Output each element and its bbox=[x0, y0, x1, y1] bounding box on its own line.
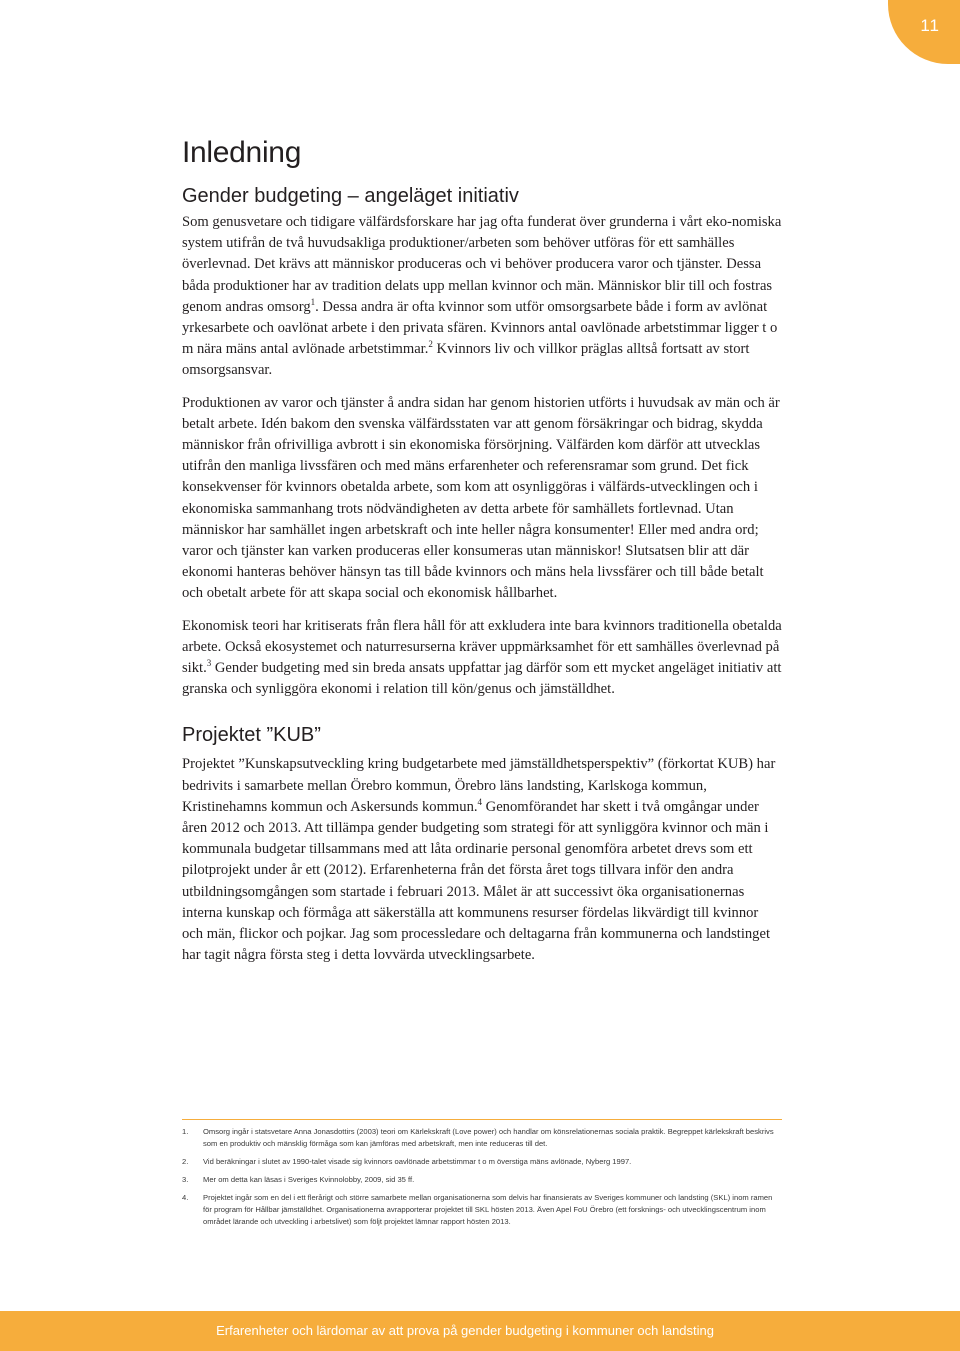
footnote-divider bbox=[182, 1119, 782, 1120]
footnote-item bbox=[182, 1126, 782, 1150]
footnote-item bbox=[182, 1156, 782, 1168]
footnote-text: Omsorg ingår i statsvetare Anna Jonasdottirs (2003) teori om Kärlekskraft (Love power) och handlar om könsrelationernas sociala praktik. Begreppet kärlekskraft beskrivs som en produktiv och mänsklig förmåga som kan jämföras med arbetskraft, men inte reduceras till det. bbox=[203, 1127, 774, 1148]
paragraph-2: Produktionen av varor och tjänster å andra sidan har genom historien utförts i huvudsak av män och är betalt arbete. Idén bakom den svenska välfärdsstaten var att genom försäkringar och bidrag, skydda människor från ofrivilliga avbrott i sin ekonomiska försörjning. Välfärden kom därför att utvecklas utifrån den manliga livssfären och med mäns erfarenheter och referensramar som grund. Det fick konsekvenser för kvinnors obetalda arbete, som kom att osynliggöras i välfärds-utvecklingen och i ekonomiska sammanhang trots nödvändigheten av detta arbete för samhällets fortlevnad. Utan människor har samhället ingen arbetskraft och inte heller några konsumenter! Eller med andra ord; varor och tjänster kan varken produceras eller konsumeras utan människor! Slutsatsen blir att där ekonomi hanteras behöver hänsyn tas till både kvinnors och mäns hela livssfärer och till både betalt och obetalt arbete för att skapa social och ekonomisk hållbarhet. bbox=[182, 394, 780, 602]
paragraph-4: Projektet ”Kunskapsutveckling kring budgetarbete med jämställdhetsperspektiv” (förkortat KUB) har bedrivits i samarbete mellan Örebro kommun, Örebro läns landsting, Karlskoga kommun, Kristinehamns kommun och Askersunds kommun.$^4$ Genomförandet har skett i två omgångar under åren 2012 och 2013. Att tillämpa gender budgeting som strategi för att synliggöra kvinnor och män i kommunala budgetar tillsammans med att låta ordinarie personal genomföra arbetet drevs som ett pilotprojekt under år ett (2012). Erfarenheterna från det första året togs tillvara inför den andra utbildningsomgången som startade i februari 2013. Målet är att successivt öka organisationernas interna kunskap och förmåga att säkerställa att kommunens resurser fördelas likvärdigt till kvinnor och män, flickor och pojkar. Jag som processledare och deltagarna från kommunerna och landstinget har tagit några första steg i detta lovvärda utvecklingsarbete. bbox=[182, 756, 776, 964]
footer-band bbox=[0, 1311, 960, 1351]
footnote-text: Mer om detta kan läsas i Sveriges Kvinnolobby, 2009, sid 35 ff. bbox=[203, 1175, 415, 1184]
main-content bbox=[182, 133, 782, 967]
footnotes bbox=[182, 1126, 782, 1234]
page-number-badge bbox=[888, 0, 960, 64]
footnote-number: 4. bbox=[182, 1193, 189, 1202]
page-number: 11 bbox=[920, 16, 940, 35]
footnote-ref-4[interactable]: 4 bbox=[477, 797, 483, 808]
footnote-text: Projektet ingår som en del i ett flerårigt och större samarbete mellan organisationerna som delvis har finansierats av Sveriges kommuner och landsting (SKL) inom ramen för program för Hållbar jämställdhet. Organisationerna avrapporterar projektet till SKL hösten 2013. Även Apel FoU Örebro (ett forsknings- och utvecklingscentrum inom området lärande och utveckling i arbetslivet) som följt projektet lämnar rapport hösten 2013. bbox=[203, 1193, 773, 1226]
footer-title: Erfarenheter och lärdomar av att prova på gender budgeting i kommuner och landsting bbox=[216, 1323, 714, 1338]
chapter-title: Inledning bbox=[182, 136, 302, 169]
footnote-item bbox=[182, 1192, 782, 1228]
footnote-text: Vid beräkningar i slutet av 1990-talet visade sig kvinnors oavlönade arbetstimmar t o m överstiga mäns avlönade, Nyberg 1997. bbox=[203, 1157, 632, 1166]
paragraph-3: Ekonomisk teori har kritiserats från flera håll för att exkludera inte bara kvinnors traditionella obetalda arbete. Också ekosystemet och naturresurserna kräver uppmärksamhet för ett samhälles överlevnad på sikt.$^3$ Gender budgeting med sin breda ansats uppfattar jag därför som ett mycket angeläget initiativ att granska och synliggöra ekonomi i relation till kön/genus och jämställdhet. bbox=[182, 617, 782, 698]
footnote-number: 2. bbox=[182, 1157, 189, 1166]
footnote-number: 1. bbox=[182, 1127, 189, 1136]
footnote-ref-1[interactable]: 1 bbox=[310, 296, 316, 307]
footnote-number: 3. bbox=[182, 1175, 189, 1184]
footnote-ref-2[interactable]: 2 bbox=[428, 339, 433, 350]
footnote-ref-3[interactable]: 3 bbox=[206, 658, 212, 669]
footnote-item bbox=[182, 1174, 782, 1186]
section-heading-kub: Projektet ”KUB” bbox=[182, 724, 321, 747]
paragraph-1: Som genusvetare och tidigare välfärdsforskare har jag ofta funderat över grunderna i vårt eko-nomiska system utifrån de två huvudsakliga produktioner/arbeten som behöver utföras för ett samhälles överlevnad. Det krävs att människor produceras och vi behöver producera varor och tjänster. Dessa båda produktioner har av tradition delats upp mellan kvinnor och män. Människor blir till och fostras genom andras omsorg$^1$. Dessa andra är ofta kvinnor som utför omsorgsarbete både i form av avlönat yrkesarbete och oavlönat arbete i den privata sfären. Kvinnors antal oavlönade arbetstimmar ligger t o m nära mäns antal avlönade arbetstimmar.$^2$ Kvinnors liv och villkor präglas alltså fortsatt av stort omsorgsansvar. bbox=[182, 214, 782, 379]
section-heading-gender-budgeting: Gender budgeting – angeläget initiativ bbox=[182, 185, 519, 207]
